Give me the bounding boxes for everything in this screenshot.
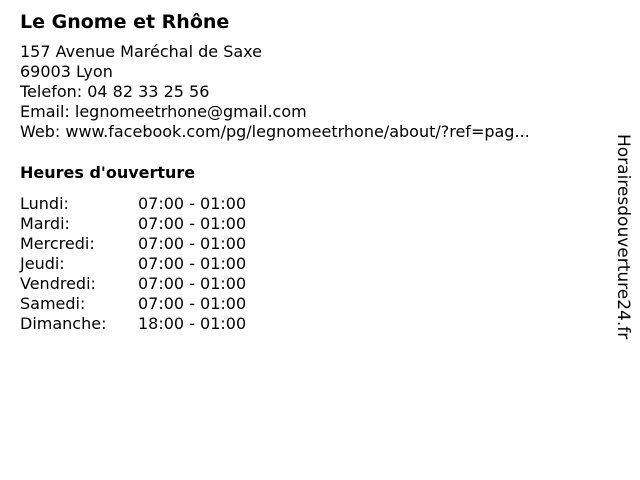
time-range: 07:00 - 01:00 bbox=[138, 214, 247, 233]
hours-row-tuesday bbox=[20, 214, 246, 234]
hours-table bbox=[20, 194, 246, 334]
day-label: Samedi: bbox=[20, 294, 86, 313]
day-label: Dimanche: bbox=[20, 314, 107, 333]
day-label: Jeudi: bbox=[20, 254, 65, 273]
hours-row-wednesday bbox=[20, 234, 246, 254]
hours-row-friday bbox=[20, 274, 246, 294]
hours-row-monday bbox=[20, 194, 246, 214]
time-range: 07:00 - 01:00 bbox=[138, 274, 247, 293]
hours-row-sunday bbox=[20, 314, 246, 334]
time-range: 07:00 - 01:00 bbox=[138, 234, 247, 253]
hours-row-saturday bbox=[20, 294, 246, 314]
email-line: Email: legnomeetrhone@gmail.com bbox=[20, 102, 307, 121]
business-name: Le Gnome et Rhône bbox=[20, 11, 230, 33]
site-brand-vertical: Horairesdouverture24.fr bbox=[613, 134, 633, 340]
time-range: 07:00 - 01:00 bbox=[138, 254, 247, 273]
time-range: 07:00 - 01:00 bbox=[138, 294, 247, 313]
phone-line: Telefon: 04 82 33 25 56 bbox=[20, 82, 210, 101]
time-range: 07:00 - 01:00 bbox=[138, 194, 247, 213]
hours-row-thursday bbox=[20, 254, 246, 274]
day-label: Mercredi: bbox=[20, 234, 95, 253]
business-card bbox=[20, 9, 600, 334]
hours-heading: Heures d'ouverture bbox=[20, 163, 196, 182]
address-street: 157 Avenue Maréchal de Saxe bbox=[20, 42, 262, 61]
time-range: 18:00 - 01:00 bbox=[138, 314, 247, 333]
address-city: 69003 Lyon bbox=[20, 62, 113, 81]
day-label: Mardi: bbox=[20, 214, 70, 233]
web-line: Web: www.facebook.com/pg/legnomeetrhone/about/?ref=pag... bbox=[20, 122, 530, 141]
day-label: Vendredi: bbox=[20, 274, 96, 293]
day-label: Lundi: bbox=[20, 194, 69, 213]
